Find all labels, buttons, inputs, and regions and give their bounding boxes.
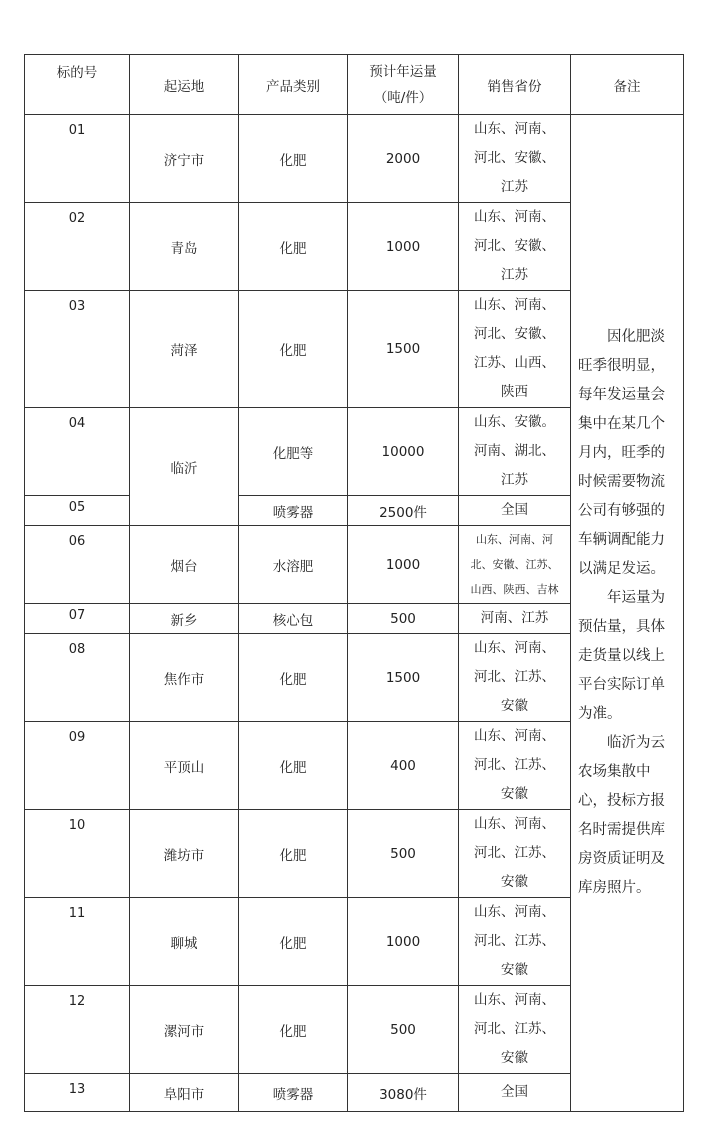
origin-cell: 阜阳市 (130, 1074, 239, 1112)
category-cell: 化肥 (239, 634, 348, 722)
volume-cell: 2000 (348, 115, 459, 203)
bid-no-cell: 13 (25, 1074, 130, 1112)
provinces-cell: 全国 (459, 1074, 571, 1112)
origin-cell: 济宁市 (130, 115, 239, 203)
category-cell: 核心包 (239, 604, 348, 634)
origin-cell: 聊城 (130, 898, 239, 986)
origin-cell: 青岛 (130, 203, 239, 291)
bid-no-cell: 05 (25, 496, 130, 526)
province-line: 河北、江苏、 (474, 757, 555, 773)
province-line: 山西、陕西、吉林 (470, 583, 559, 596)
category-cell: 化肥 (239, 722, 348, 810)
category-cell: 化肥 (239, 898, 348, 986)
table-row (25, 115, 684, 203)
origin-cell: 烟台 (130, 526, 239, 604)
province-line: 山东、河南、 (474, 121, 555, 137)
provinces-cell (459, 526, 571, 604)
province-line: 安徽 (501, 874, 528, 890)
origin-cell: 焦作市 (130, 634, 239, 722)
province-line: 江苏 (501, 472, 528, 488)
province-line: 河北、江苏、 (474, 933, 555, 949)
provinces-cell (459, 408, 571, 496)
province-line: 山东、河南、 (474, 297, 555, 313)
provinces-cell (459, 203, 571, 291)
bid-no-cell: 01 (25, 115, 130, 203)
freight-bid-table (24, 54, 684, 1112)
origin-cell: 菏泽 (130, 291, 239, 408)
bid-no-cell: 08 (25, 634, 130, 722)
province-line: 江苏、山西、 (474, 355, 555, 371)
volume-cell: 1500 (348, 291, 459, 408)
province-line: 山东、河南、河 (476, 533, 553, 546)
category-cell: 化肥等 (239, 408, 348, 496)
category-cell: 化肥 (239, 810, 348, 898)
bid-no-cell: 02 (25, 203, 130, 291)
header-bid-no: 标的号 (25, 55, 130, 115)
provinces-cell (459, 634, 571, 722)
remarks-cell (571, 115, 684, 1112)
provinces-cell (459, 115, 571, 203)
category-cell: 化肥 (239, 986, 348, 1074)
bid-no-cell: 11 (25, 898, 130, 986)
province-line: 河北、江苏、 (474, 1021, 555, 1037)
category-cell: 化肥 (239, 203, 348, 291)
category-cell: 水溶肥 (239, 526, 348, 604)
volume-cell: 1000 (348, 526, 459, 604)
provinces-cell (459, 722, 571, 810)
origin-cell: 平顶山 (130, 722, 239, 810)
volume-cell: 2500件 (348, 496, 459, 526)
province-line: 山东、河南、 (474, 992, 555, 1008)
bid-no-cell: 09 (25, 722, 130, 810)
header-category: 产品类别 (239, 55, 348, 115)
volume-cell: 500 (348, 986, 459, 1074)
bid-no-cell: 10 (25, 810, 130, 898)
remarks-paragraph-2: 年运量为预估量，具体走货量以线上平台实际订单为准。 (578, 590, 665, 722)
province-line: 山东、安徽。 (474, 414, 555, 430)
volume-cell: 10000 (348, 408, 459, 496)
category-cell: 化肥 (239, 115, 348, 203)
province-line: 山东、河南、 (474, 640, 555, 656)
category-cell: 化肥 (239, 291, 348, 408)
header-volume-line1: 预计年运量 (369, 63, 437, 80)
volume-cell: 1000 (348, 898, 459, 986)
province-line: 山东、河南、 (474, 728, 555, 744)
province-line: 安徽 (501, 1050, 528, 1066)
category-cell: 喷雾器 (239, 496, 348, 526)
province-line: 河北、安徽、 (474, 326, 555, 342)
category-cell: 喷雾器 (239, 1074, 348, 1112)
province-line: 安徽 (501, 962, 528, 978)
provinces-cell (459, 986, 571, 1074)
provinces-cell (459, 291, 571, 408)
remarks-paragraph-3: 临沂为云农场集散中心，投标方报名时需提供库房资质证明及库房照片。 (578, 735, 665, 896)
province-line: 陕西 (501, 384, 528, 400)
header-volume (348, 55, 459, 115)
origin-cell: 新乡 (130, 604, 239, 634)
origin-cell: 漯河市 (130, 986, 239, 1074)
province-line: 河北、安徽、 (474, 150, 555, 166)
volume-cell: 500 (348, 604, 459, 634)
bid-no-cell: 04 (25, 408, 130, 496)
province-line: 河北、江苏、 (474, 845, 555, 861)
province-line: 河北、安徽、 (474, 238, 555, 254)
provinces-cell: 河南、江苏 (459, 604, 571, 634)
origin-cell: 潍坊市 (130, 810, 239, 898)
volume-cell: 1500 (348, 634, 459, 722)
header-remarks: 备注 (571, 55, 684, 115)
bid-no-cell: 07 (25, 604, 130, 634)
province-line: 河南、湖北、 (474, 443, 555, 459)
province-line: 江苏 (501, 179, 528, 195)
volume-cell: 1000 (348, 203, 459, 291)
volume-cell: 500 (348, 810, 459, 898)
header-volume-line2: （吨/件） (373, 89, 433, 106)
province-line: 安徽 (501, 786, 528, 802)
remarks-paragraph-1: 因化肥淡旺季很明显，每年发运量会集中在某几个月内，旺季的时候需要物流公司有够强的车辆调配能力以满足发运。 (578, 329, 665, 577)
province-line: 北、安徽、江苏、 (470, 558, 559, 571)
origin-cell: 临沂 (130, 408, 239, 526)
provinces-cell (459, 898, 571, 986)
bid-no-cell: 03 (25, 291, 130, 408)
province-line: 山东、河南、 (474, 816, 555, 832)
province-line: 山东、河南、 (474, 904, 555, 920)
bid-no-cell: 12 (25, 986, 130, 1074)
header-row (25, 55, 684, 115)
header-provinces: 销售省份 (459, 55, 571, 115)
volume-cell: 400 (348, 722, 459, 810)
volume-cell: 3080件 (348, 1074, 459, 1112)
provinces-cell (459, 810, 571, 898)
province-line: 山东、河南、 (474, 209, 555, 225)
header-origin: 起运地 (130, 55, 239, 115)
provinces-cell: 全国 (459, 496, 571, 526)
province-line: 江苏 (501, 267, 528, 283)
bid-no-cell: 06 (25, 526, 130, 604)
province-line: 安徽 (501, 698, 528, 714)
province-line: 河北、江苏、 (474, 669, 555, 685)
